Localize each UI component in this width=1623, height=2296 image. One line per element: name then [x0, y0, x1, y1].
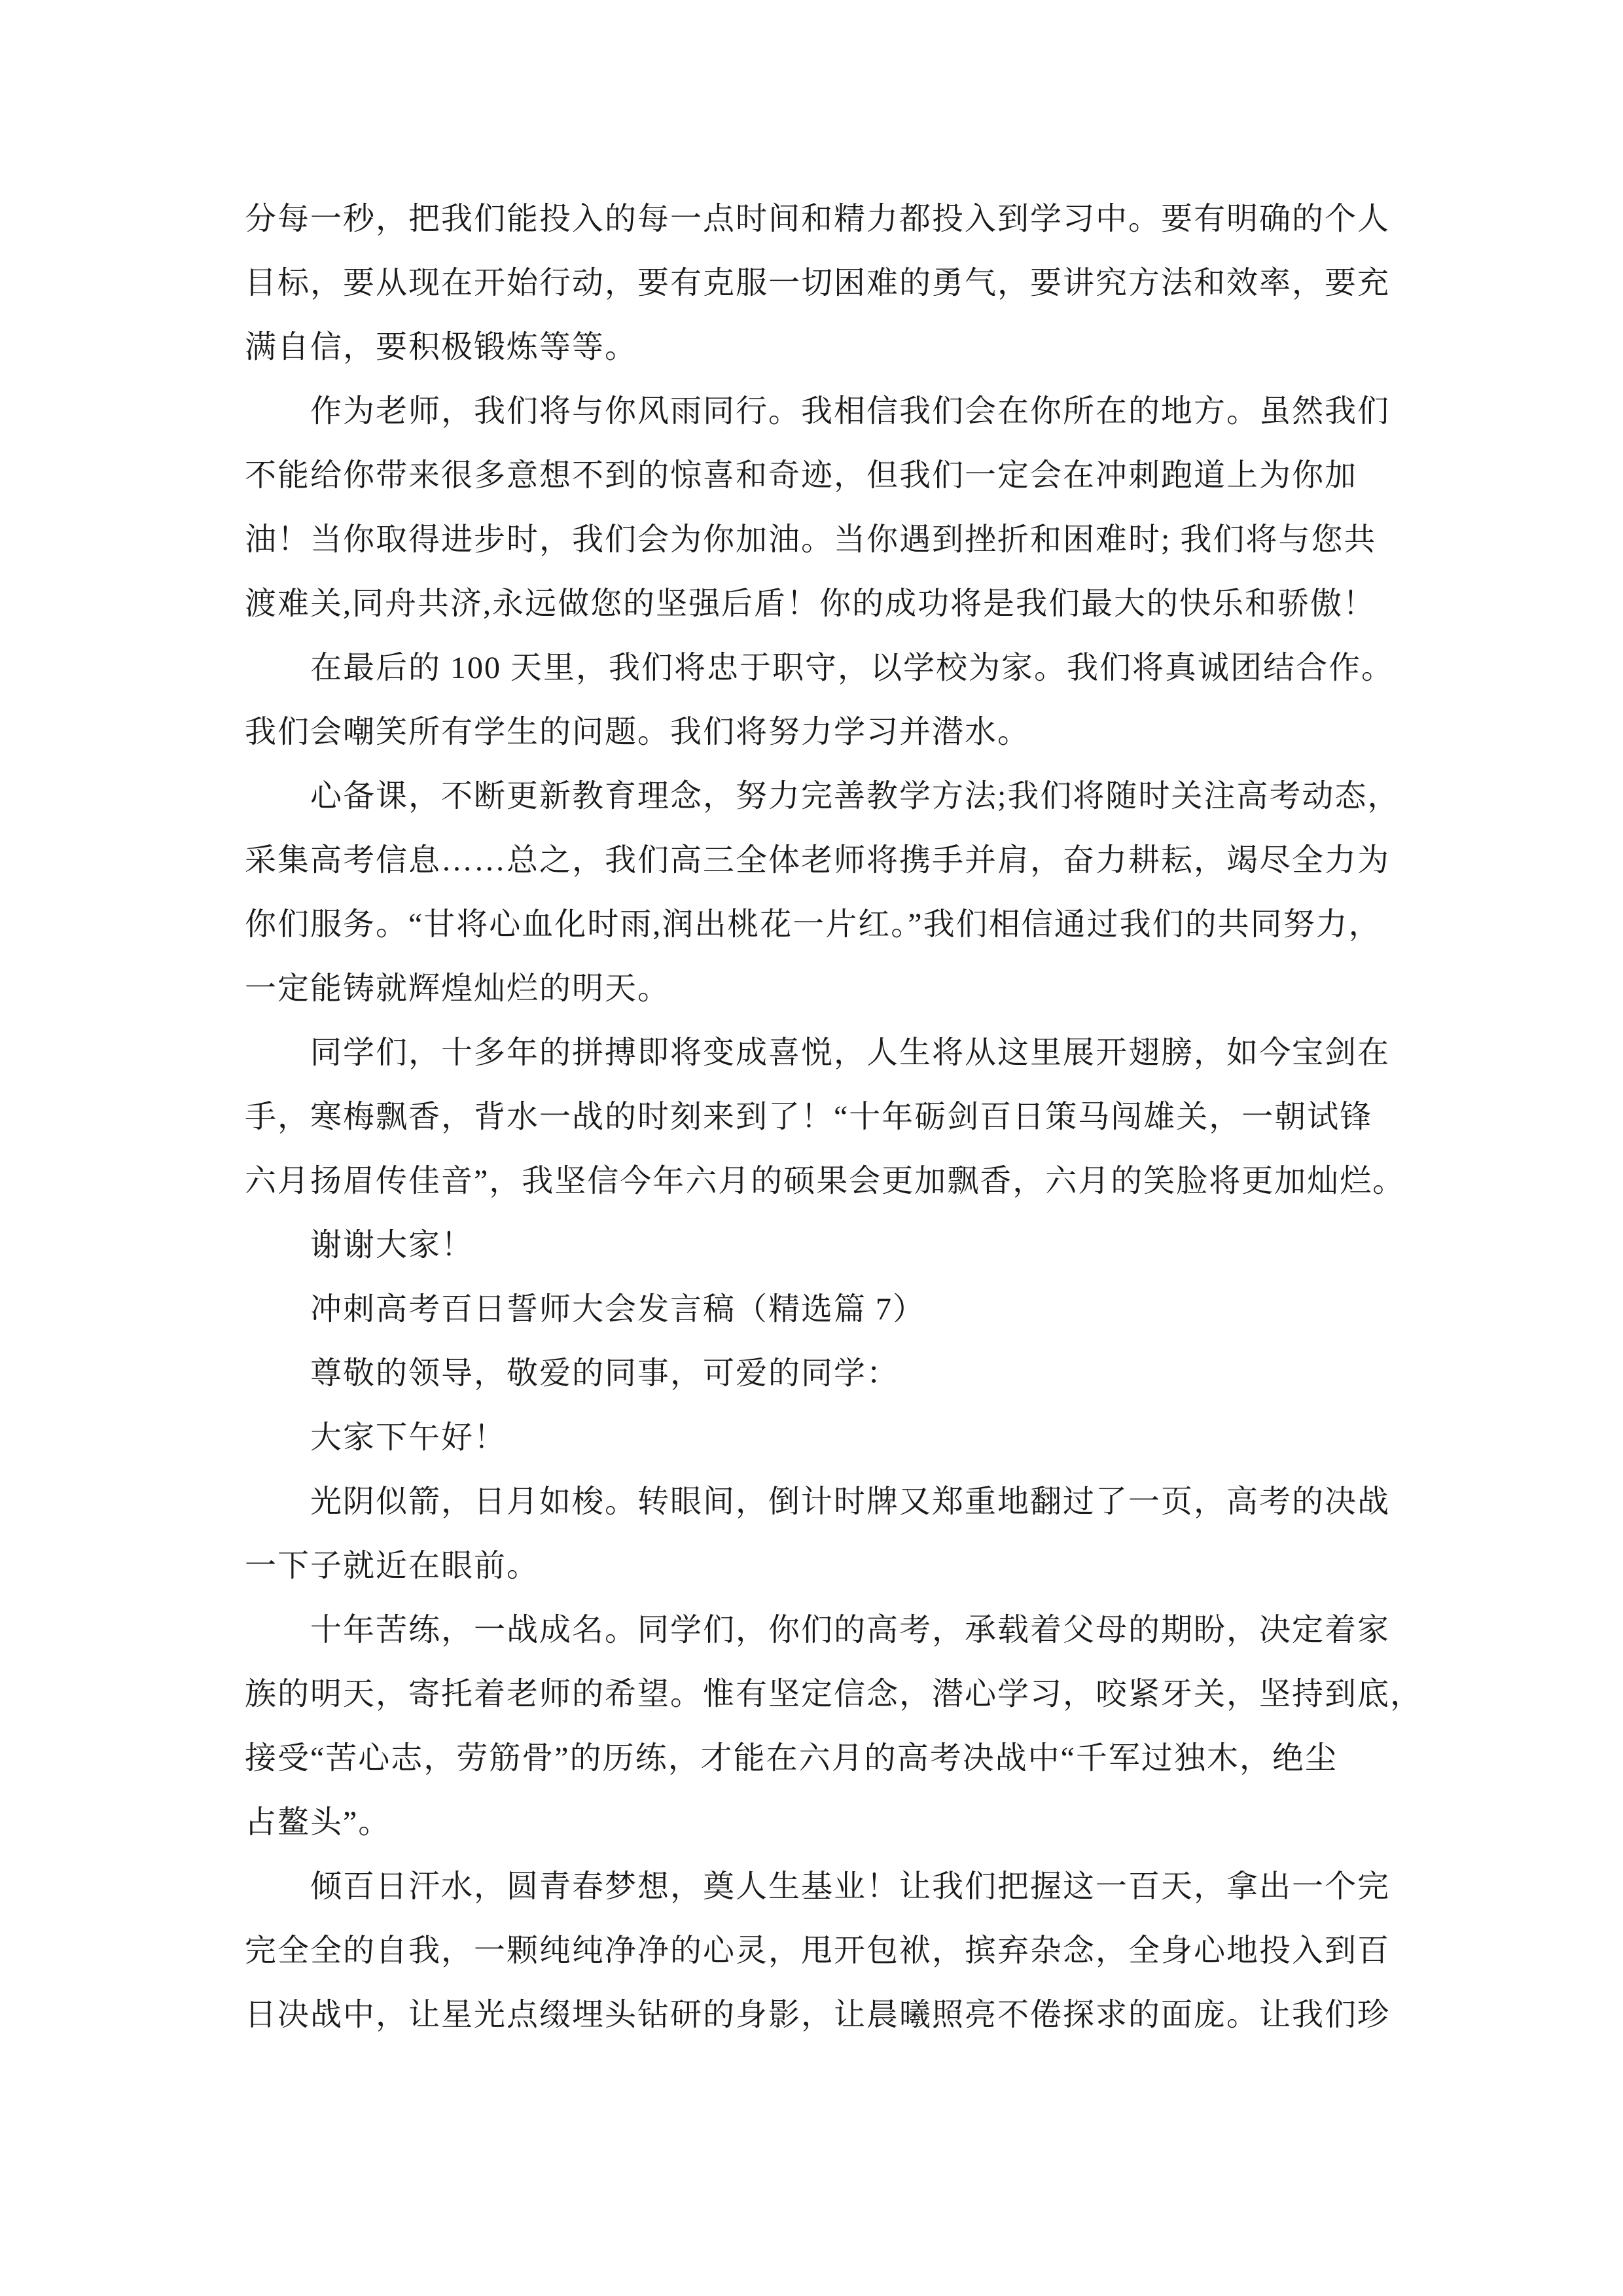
text-line: 手，寒梅飘香，背水一战的时刻来到了！“十年砺剑百日策马闯雄关，一朝试锋 [245, 1100, 1373, 1134]
text-line: 采集高考信息……总之，我们高三全体老师将携手并肩，奋力耕耘，竭尽全力为 [245, 843, 1391, 878]
text-line: 作为老师，我们将与你风雨同行。我相信我们会在你所在的地方。虽然我们 [310, 394, 1391, 429]
text-line: 光阴似箭，日月如梭。转眼间，倒计时牌又郑重地翻过了一页，高考的决战 [310, 1484, 1391, 1519]
text-line: 接受“苦心志，劳筋骨”的历练，才能在六月的高考决战中“千军过独木，绝尘 [245, 1741, 1338, 1776]
text-line: 我们会嘲笑所有学生的问题。我们将努力学习并潜水。 [245, 715, 1031, 749]
text-line: 分每一秒，把我们能投入的每一点时间和精力都投入到学习中。要有明确的个人 [245, 202, 1391, 236]
text-line: 一定能铸就辉煌灿烂的明天。 [245, 971, 671, 1006]
text-line: 目标，要从现在开始行动，要有克服一切困难的勇气，要讲究方法和效率，要充 [245, 266, 1391, 300]
section-heading: 冲刺高考百日誓师大会发言稿（精选篇 7） [310, 1292, 926, 1327]
text-line: 日决战中，让星光点缀埋头钻研的身影，让晨曦照亮不倦探求的面庞。让我们珍 [245, 1998, 1391, 2032]
text-line: 你们服务。“甘将心血化时雨,润出桃花一片红。”我们相信通过我们的共同努力， [245, 907, 1382, 942]
text-block [245, 187, 1423, 2047]
text-line: 在最后的 100 天里，我们将忠于职守，以学校为家。我们将真诚团结合作。 [310, 651, 1395, 685]
text-line: 油！当你取得进步时，我们会为你加油。当你遇到挫折和困难时; 我们将与您共 [245, 522, 1377, 557]
salutation-line: 尊敬的领导，敬爱的同事，可爱的同学： [310, 1356, 900, 1391]
text-line: 心备课，不断更新教育理念，努力完善教学方法;我们将随时关注高考动态， [310, 779, 1400, 814]
text-line: 完全全的自我，一颗纯纯净净的心灵，甩开包袱，摈弃杂念，全身心地投入到百 [245, 1933, 1391, 1968]
text-line: 大家下午好！ [310, 1420, 507, 1455]
text-line: 满自信，要积极锻炼等等。 [245, 330, 638, 365]
text-line: 渡难关,同舟共济,永远做您的坚强后盾！你的成功将是我们最大的快乐和骄傲！ [245, 586, 1376, 621]
text-line: 占鳌头”。 [245, 1805, 391, 1840]
text-line: 族的明天，寄托着老师的希望。惟有坚定信念，潜心学习，咬紧牙关，坚持到底， [245, 1677, 1423, 1712]
text-line: 倾百日汗水，圆青春梦想，奠人生基业！让我们把握这一百天，拿出一个完 [310, 1869, 1391, 1904]
text-line: 六月扬眉传佳音”，我坚信今年六月的硕果会更加飘香，六月的笑脸将更加灿烂。 [245, 1164, 1406, 1198]
text-line: 一下子就近在眼前。 [245, 1549, 540, 1583]
text-line: 不能给你带来很多意想不到的惊喜和奇迹，但我们一定会在冲刺跑道上为你加 [245, 458, 1358, 493]
text-line: 同学们，十多年的拼搏即将变成喜悦，人生将从这里展开翅膀，如今宝剑在 [310, 1035, 1391, 1070]
text-line: 谢谢大家！ [310, 1228, 474, 1263]
text-line: 十年苦练，一战成名。同学们，你们的高考，承载着父母的期盼，决定着家 [310, 1613, 1391, 1647]
